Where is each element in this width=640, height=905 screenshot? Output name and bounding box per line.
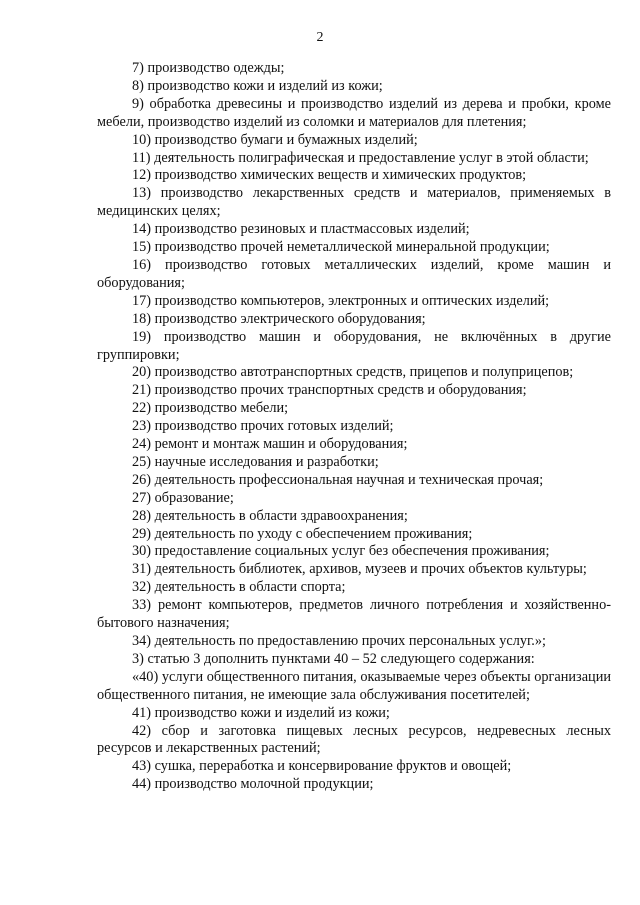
list-item: 13) производство лекарственных средств и материалов, применяемых в медицинских целях; (97, 185, 611, 220)
list-item: 32) деятельность в области спорта; (132, 579, 346, 596)
list-item: 12) производство химических веществ и химических продуктов; (132, 167, 527, 184)
list-item: 10) производство бумаги и бумажных изделий; (132, 131, 418, 148)
list-item: 29) деятельность по уходу с обеспечением проживания; (132, 525, 473, 542)
list-item: 25) научные исследования и разработки; (132, 453, 379, 470)
list-item: 19) производство машин и оборудования, не включённых в другие группировки; (97, 328, 611, 363)
document-body (97, 60, 611, 794)
list-item: 34) деятельность по предоставлению прочих персональных услуг.»; (132, 633, 547, 649)
list-item: 20) производство автотранспортных средств, прицепов и полуприцепов; (132, 364, 574, 381)
list-item: 28) деятельность в области здравоохранения; (132, 507, 408, 524)
amendment-paragraph: 3) статью 3 дополнить пунктами 40 – 52 следующего содержания: (132, 650, 535, 667)
list-item: 14) производство резиновых и пластмассовых изделий; (132, 221, 470, 238)
list-item: 22) производство мебели; (132, 400, 289, 417)
list-item: 18) производство электрического оборудования; (132, 310, 426, 327)
list-item: 9) обработка древесины и производство изделий из дерева и пробки, кроме мебели, производство изделий из соломки и материалов для плетения; (97, 95, 611, 130)
list-item: 11) деятельность полиграфическая и предоставление услуг в этой области; (132, 149, 589, 166)
list-item: 8) производство кожи и изделий из кожи; (132, 77, 383, 94)
list-item: «40) услуги общественного питания, оказываемые через объекты организации общественного питания, не имеющие зала обслуживания посетителей; (97, 668, 611, 703)
list-item: 31) деятельность библиотек, архивов, музеев и прочих объектов культуры; (132, 561, 587, 578)
list-item: 16) производство готовых металлических изделий, кроме машин и оборудования; (97, 256, 611, 291)
list-item: 17) производство компьютеров, электронных и оптических изделий; (132, 292, 550, 309)
list-item: 42) сбор и заготовка пищевых лесных ресурсов, недревесных лесных ресурсов и лекарственных растений; (97, 722, 611, 757)
list-item: 21) производство прочих транспортных средств и оборудования; (132, 382, 527, 399)
list-item: 27) образование; (132, 489, 234, 506)
list-item: 23) производство прочих готовых изделий; (132, 418, 394, 435)
list-item: 44) производство молочной продукции; (132, 776, 374, 793)
list-item: 33) ремонт компьютеров, предметов личного потребления и хозяйственно-бытового назначения; (97, 597, 611, 632)
list-item: 24) ремонт и монтаж машин и оборудования; (132, 436, 408, 453)
list-item: 30) предоставление социальных услуг без обеспечения проживания; (132, 543, 550, 560)
page-number: 2 (316, 30, 324, 45)
list-item: 7) производство одежды; (132, 60, 285, 76)
list-item: 43) сушка, переработка и консервирование фруктов и овощей; (132, 758, 512, 775)
list-item: 26) деятельность профессиональная научная и техническая прочая; (132, 471, 544, 488)
list-item: 41) производство кожи и изделий из кожи; (132, 704, 390, 721)
list-item: 15) производство прочей неметаллической минеральной продукции; (132, 239, 550, 256)
